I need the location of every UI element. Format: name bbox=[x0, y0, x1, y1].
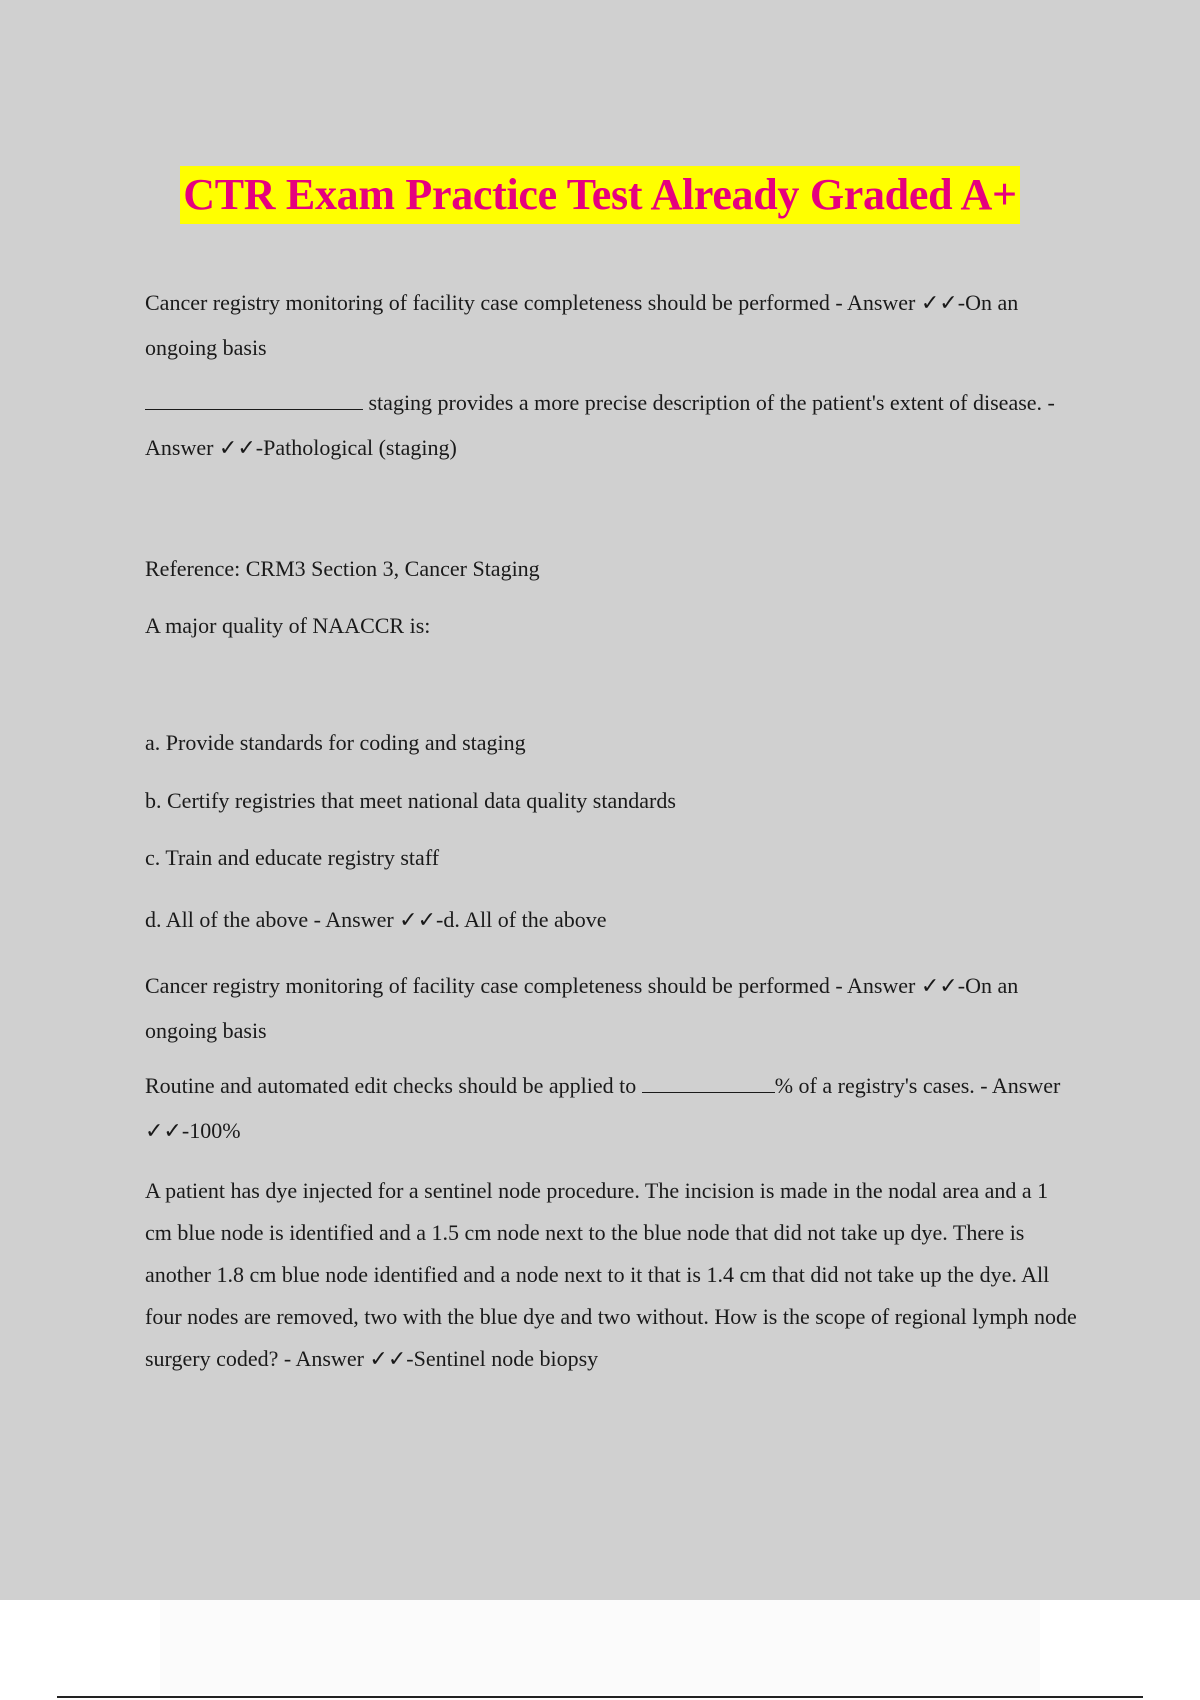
question-3-stem: A major quality of NAACCR is: bbox=[145, 613, 431, 638]
option-d: d. All of the above - Answer ✓✓-d. All of the above bbox=[145, 907, 607, 932]
question-6: A patient has dye injected for a sentinel node procedure. The incision is made in the nodal area and a 1 cm blue node is identified and a 1.5 cm node next to the blue node that did not take up dye. There is another 1.8 cm blue node identified and a node next to it that is 1.4 cm that did not take up the dye. All four nodes are removed, two with the blue dye and two without. How is the scope of regional lymph node surgery coded? - Answer ✓✓-Sentinel node biopsy bbox=[145, 1178, 1077, 1371]
option-c: c. Train and educate registry staff bbox=[145, 845, 440, 870]
fill-in-blank bbox=[145, 391, 363, 410]
question-2 bbox=[145, 380, 1080, 470]
title-container bbox=[0, 166, 1200, 224]
question-5-before: Routine and automated edit checks should be applied to bbox=[145, 1073, 642, 1098]
footer-rule bbox=[57, 1696, 1143, 1698]
option-b: b. Certify registries that meet national data quality standards bbox=[145, 788, 676, 813]
reference-line: Reference: CRM3 Section 3, Cancer Staging bbox=[145, 556, 540, 581]
footer-area bbox=[160, 1600, 1040, 1694]
fill-in-blank-2 bbox=[642, 1074, 775, 1093]
question-1: Cancer registry monitoring of facility case completeness should be performed - Answer ✓✓-On an ongoing basis bbox=[145, 290, 1019, 360]
option-a: a. Provide standards for coding and staging bbox=[145, 730, 526, 755]
question-4: Cancer registry monitoring of facility case completeness should be performed - Answer ✓✓-On an ongoing basis bbox=[145, 973, 1019, 1043]
question-5 bbox=[145, 1063, 1080, 1153]
question-2-text: staging provides a more precise description of the patient's extent of disease. - Answer ✓✓-Pathological (staging) bbox=[145, 390, 1055, 460]
document-title: CTR Exam Practice Test Already Graded A+ bbox=[180, 166, 1020, 224]
question-5-after: % of a registry's cases. - Answer ✓✓-100% bbox=[145, 1073, 1061, 1143]
